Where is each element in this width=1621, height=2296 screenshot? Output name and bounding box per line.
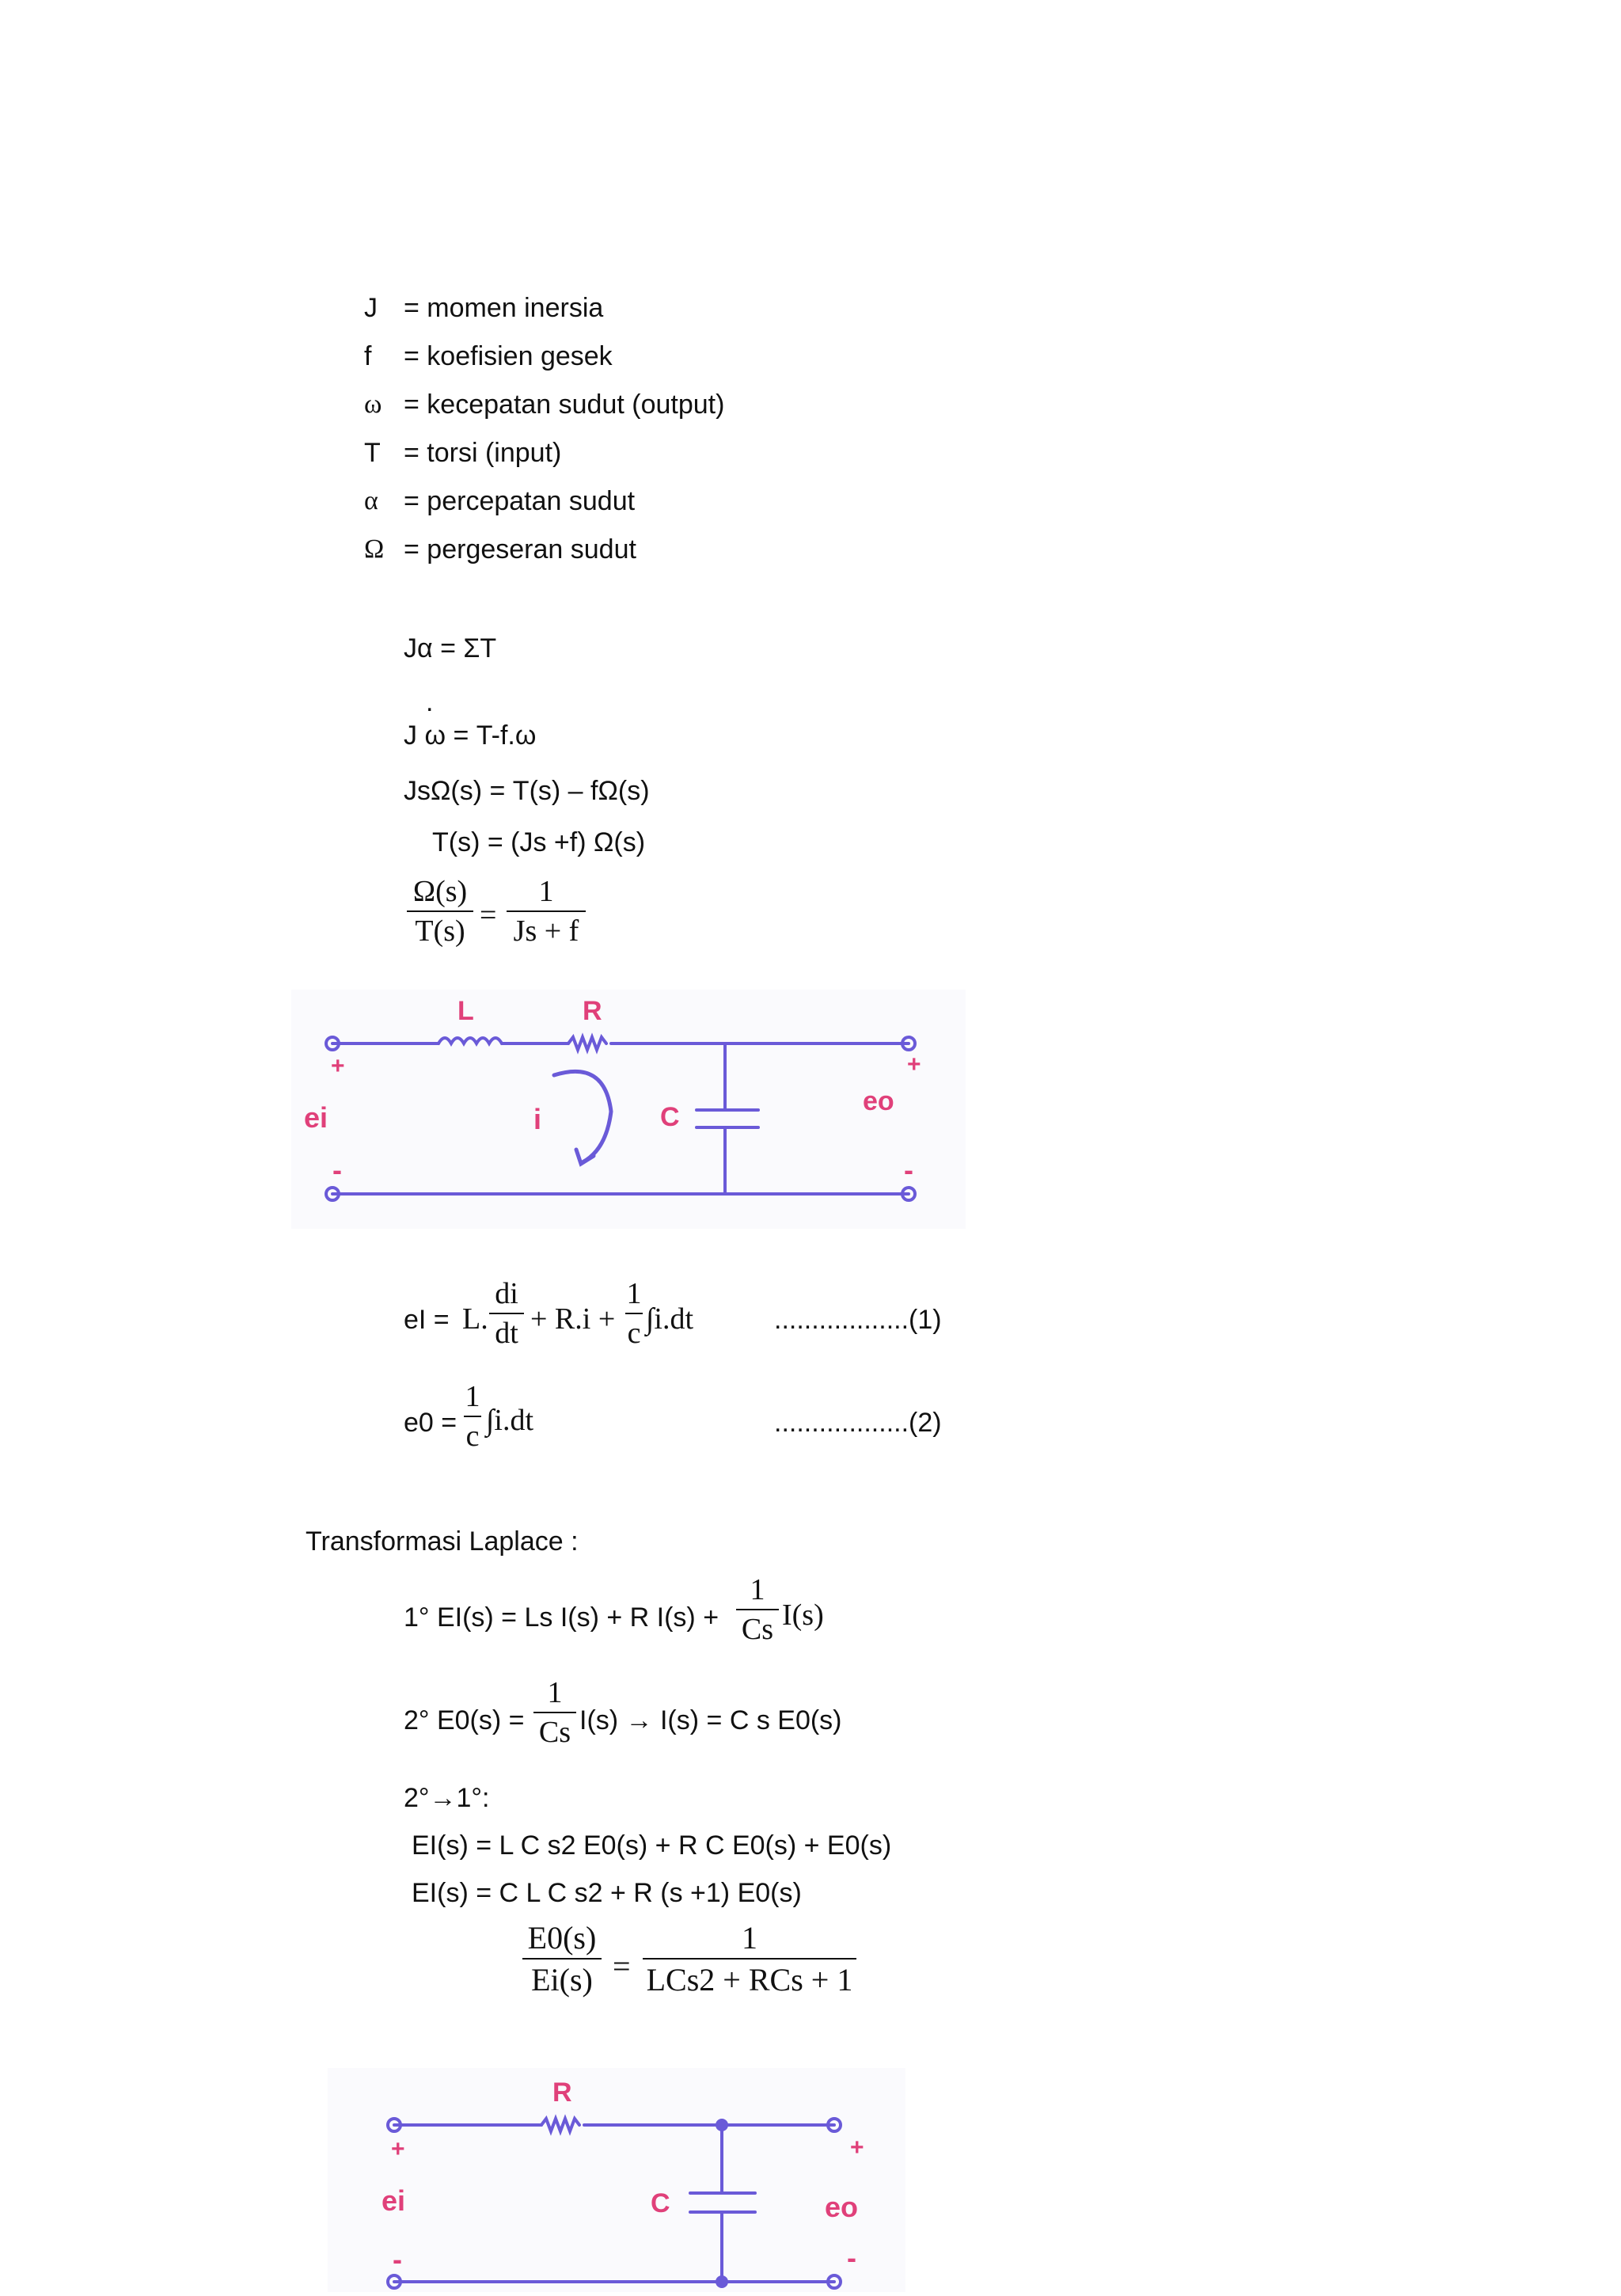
- tf-denominator: T(s): [415, 914, 465, 948]
- rlc-circuit-svg: [291, 990, 966, 1229]
- def-sym: J: [364, 293, 378, 323]
- tf-equals: =: [613, 1948, 631, 1984]
- eq1-label: eI =: [404, 1305, 450, 1335]
- label-minus-in: -: [332, 1154, 342, 1186]
- tf-mech-right: [507, 874, 586, 948]
- laplace-eq1-den: Cs: [741, 1613, 774, 1646]
- equation-torque: J ω = T-f.ω: [404, 720, 537, 751]
- label-plus-out: +: [907, 1051, 921, 1078]
- eq1-middle: + R.i +: [530, 1302, 616, 1336]
- tf-denominator: Js + f: [513, 914, 579, 948]
- tf-elec-right: [643, 1919, 856, 1998]
- label-resistor: R: [552, 2077, 572, 2108]
- eq1-c: c: [627, 1317, 641, 1350]
- tf-numerator: 1: [538, 875, 554, 908]
- rc-circuit-svg: [328, 2068, 905, 2292]
- tf-numerator: E0(s): [527, 1920, 597, 1956]
- eq1-one: 1: [626, 1277, 642, 1310]
- tf-denominator: LCs2 + RCs + 1: [646, 1962, 853, 1998]
- laplace-eq2-den: Cs: [538, 1716, 571, 1749]
- eq1-reference: ..................(1): [774, 1305, 942, 1335]
- laplace-eq1-prefix: 1° EI(s) = Ls I(s) + R I(s) +: [404, 1602, 719, 1633]
- def-desc: = kecepatan sudut (output): [404, 390, 725, 420]
- eq1-di: di: [495, 1277, 518, 1310]
- def-sym: T: [364, 438, 381, 468]
- label-input-voltage: ei: [304, 1101, 328, 1134]
- rlc-circuit-diagram: [291, 990, 966, 1229]
- label-inductor: L: [457, 996, 474, 1026]
- label-plus-in: +: [391, 2136, 405, 2162]
- laplace-eq2-prefix: 2° E0(s) =: [404, 1705, 525, 1735]
- eq2-c: c: [465, 1420, 480, 1453]
- eq1-integral: ∫i.dt: [646, 1302, 694, 1336]
- laplace-eq3: EI(s) = L C s2 E0(s) + R C E0(s) + E0(s): [412, 1830, 892, 1861]
- label-minus-out: -: [904, 1154, 913, 1186]
- eq1-fraction: [625, 1276, 643, 1351]
- def-sym: ω: [364, 390, 382, 419]
- equation-laplace-mech: JsΩ(s) = T(s) – fΩ(s): [404, 776, 650, 806]
- dot-marker: .: [426, 687, 434, 717]
- label-minus-out: -: [847, 2241, 856, 2274]
- equation-newton: Jα = ΣT: [404, 633, 497, 663]
- eq1-derivative: [489, 1276, 524, 1351]
- laplace-eq2-suffix: I(s) → I(s) = C s E0(s): [579, 1705, 842, 1735]
- tf-mech-left: [407, 874, 473, 948]
- equation-torque-s: T(s) = (Js +f) Ω(s): [432, 827, 646, 857]
- eq2-label: e0 =: [404, 1408, 457, 1438]
- label-plus-in: +: [331, 1053, 345, 1079]
- eq1-L: L.: [462, 1302, 488, 1336]
- label-output-voltage: eo: [863, 1086, 894, 1116]
- tf-equals: =: [480, 899, 497, 932]
- def-desc: = pergeseran sudut: [404, 534, 636, 564]
- def-desc: = torsi (input): [404, 438, 562, 468]
- label-resistor: R: [583, 996, 602, 1026]
- laplace-eq2-fraction: [533, 1675, 576, 1750]
- tf-denominator: Ei(s): [531, 1962, 593, 1998]
- def-sym: α: [364, 486, 378, 515]
- label-minus-in: -: [393, 2243, 402, 2275]
- label-input-voltage: ei: [382, 2184, 406, 2217]
- tf-numerator: 1: [742, 1920, 757, 1956]
- laplace-eq1-num: 1: [750, 1573, 765, 1606]
- label-output-voltage: eo: [825, 2191, 859, 2223]
- label-capacitor: C: [660, 1102, 680, 1132]
- label-current: i: [533, 1103, 542, 1135]
- substitution-label: 2°→1°:: [404, 1783, 490, 1813]
- laplace-eq1-suffix: I(s): [782, 1598, 824, 1632]
- tf-numerator: Ω(s): [412, 875, 468, 908]
- laplace-eq1-fraction: [736, 1572, 779, 1647]
- label-plus-out: +: [850, 2134, 864, 2161]
- rc-circuit-diagram: [328, 2068, 905, 2292]
- label-capacitor: C: [651, 2188, 670, 2218]
- def-desc: = koefisien gesek: [404, 341, 613, 371]
- eq2-reference: ..................(2): [774, 1408, 942, 1438]
- eq1-dt: dt: [495, 1317, 518, 1350]
- tf-elec-left: [522, 1919, 602, 1998]
- def-desc: = percepatan sudut: [404, 486, 636, 516]
- laplace-eq4: EI(s) = C L C s2 + R (s +1) E0(s): [412, 1878, 802, 1908]
- section-heading: Transformasi Laplace :: [306, 1526, 579, 1557]
- def-sym: Ω: [364, 534, 385, 564]
- def-desc: = momen inersia: [404, 293, 604, 323]
- laplace-eq2-num: 1: [547, 1676, 563, 1709]
- eq2-integral: ∫i.dt: [486, 1404, 534, 1437]
- def-sym: f: [364, 341, 372, 371]
- eq2-one: 1: [465, 1380, 480, 1413]
- eq2-fraction: [464, 1379, 481, 1454]
